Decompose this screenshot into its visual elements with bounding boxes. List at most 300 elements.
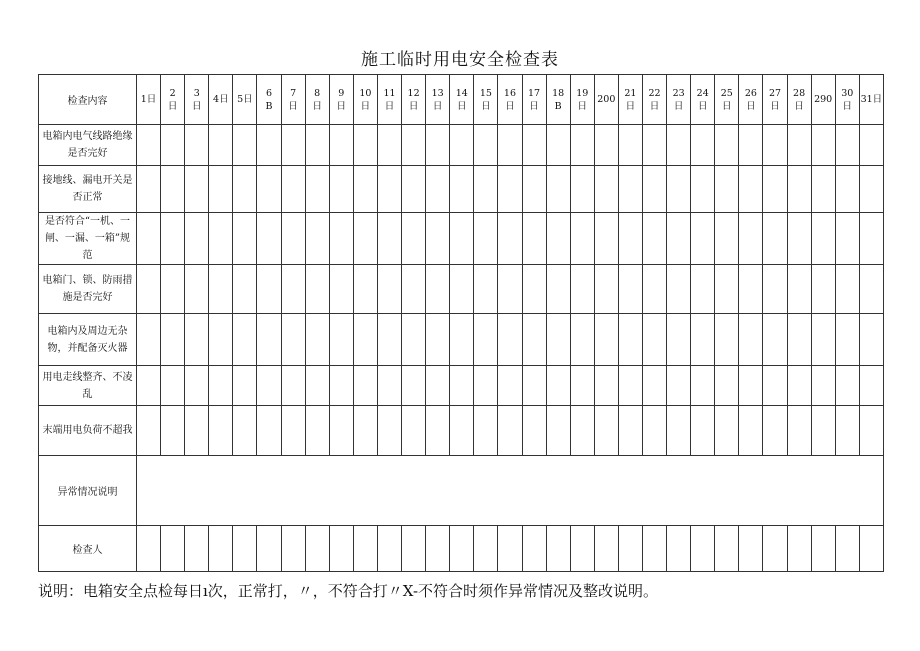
inspector-cell[interactable] [233, 526, 257, 572]
check-cell[interactable] [257, 265, 281, 314]
inspector-cell[interactable] [498, 526, 522, 572]
check-cell[interactable] [715, 265, 739, 314]
check-cell[interactable] [642, 314, 666, 366]
check-cell[interactable] [715, 213, 739, 265]
check-cell[interactable] [281, 314, 305, 366]
check-cell[interactable] [281, 366, 305, 406]
check-cell[interactable] [257, 166, 281, 213]
check-cell[interactable] [546, 166, 570, 213]
day-header-19: 19 日 [570, 75, 594, 125]
check-cell[interactable] [715, 406, 739, 456]
check-cell[interactable] [522, 265, 546, 314]
check-cell[interactable] [377, 265, 401, 314]
check-cell[interactable] [426, 366, 450, 406]
check-cell[interactable] [835, 265, 859, 314]
check-cell[interactable] [594, 166, 618, 213]
check-cell[interactable] [667, 314, 691, 366]
check-cell[interactable] [739, 213, 763, 265]
check-cell[interactable] [450, 125, 474, 166]
check-cell[interactable] [811, 125, 835, 166]
check-cell[interactable] [787, 406, 811, 456]
check-cell[interactable] [763, 314, 787, 366]
check-cell[interactable] [859, 213, 883, 265]
inspector-cell[interactable] [522, 526, 546, 572]
check-cell[interactable] [161, 314, 185, 366]
check-cell[interactable] [763, 406, 787, 456]
check-cell[interactable] [305, 213, 329, 265]
check-cell[interactable] [402, 125, 426, 166]
check-cell[interactable] [329, 213, 353, 265]
check-cell[interactable] [667, 125, 691, 166]
check-cell[interactable] [209, 314, 233, 366]
check-cell[interactable] [691, 406, 715, 456]
check-cell[interactable] [257, 366, 281, 406]
check-cell[interactable] [353, 166, 377, 213]
page-title: 施工临时用电安全检查表 [361, 50, 559, 70]
check-cell[interactable] [811, 166, 835, 213]
check-cell[interactable] [305, 265, 329, 314]
check-cell[interactable] [498, 314, 522, 366]
table-row [39, 314, 884, 366]
day-header-28: 28 日 [787, 75, 811, 125]
check-cell[interactable] [377, 166, 401, 213]
check-cell[interactable] [835, 125, 859, 166]
check-cell[interactable] [594, 125, 618, 166]
check-cell[interactable] [787, 213, 811, 265]
check-cell[interactable] [691, 366, 715, 406]
check-cell[interactable] [185, 213, 209, 265]
check-cell[interactable] [787, 314, 811, 366]
check-cell[interactable] [787, 166, 811, 213]
check-cell[interactable] [642, 265, 666, 314]
inspector-cell[interactable] [642, 526, 666, 572]
day-header-17: 17 日 [522, 75, 546, 125]
table-row [39, 406, 884, 456]
check-cell[interactable] [161, 166, 185, 213]
check-cell[interactable] [209, 125, 233, 166]
check-cell[interactable] [450, 366, 474, 406]
check-cell[interactable] [618, 406, 642, 456]
check-cell[interactable] [450, 166, 474, 213]
check-cell[interactable] [377, 213, 401, 265]
check-cell[interactable] [233, 166, 257, 213]
check-cell[interactable] [377, 366, 401, 406]
check-cell[interactable] [233, 265, 257, 314]
check-cell[interactable] [498, 366, 522, 406]
inspector-cell[interactable] [450, 526, 474, 572]
inspector-cell[interactable] [570, 526, 594, 572]
check-cell[interactable] [450, 265, 474, 314]
check-cell[interactable] [739, 125, 763, 166]
check-cell[interactable] [667, 366, 691, 406]
check-cell[interactable] [353, 314, 377, 366]
check-cell[interactable] [763, 366, 787, 406]
check-cell[interactable] [763, 166, 787, 213]
check-cell[interactable] [859, 406, 883, 456]
check-cell[interactable] [618, 314, 642, 366]
check-cell[interactable] [618, 166, 642, 213]
inspector-cell[interactable] [185, 526, 209, 572]
check-cell[interactable] [859, 366, 883, 406]
check-cell[interactable] [642, 125, 666, 166]
check-cell[interactable] [522, 166, 546, 213]
check-cell[interactable] [257, 213, 281, 265]
day-header-25: 25 日 [715, 75, 739, 125]
check-cell[interactable] [715, 366, 739, 406]
check-cell[interactable] [859, 166, 883, 213]
check-cell[interactable] [377, 125, 401, 166]
inspector-cell[interactable] [137, 526, 161, 572]
check-cell[interactable] [763, 125, 787, 166]
day-header-9: 9 日 [329, 75, 353, 125]
check-cell[interactable] [353, 265, 377, 314]
check-cell[interactable] [137, 314, 161, 366]
check-cell[interactable] [811, 406, 835, 456]
check-cell[interactable] [498, 166, 522, 213]
check-cell[interactable] [667, 406, 691, 456]
check-cell[interactable] [402, 265, 426, 314]
check-cell[interactable] [763, 265, 787, 314]
day-header-1: 1日 [137, 75, 161, 125]
inspector-cell[interactable] [618, 526, 642, 572]
abnormal-description-cell[interactable] [137, 456, 884, 526]
inspector-cell[interactable] [377, 526, 401, 572]
check-cell[interactable] [474, 366, 498, 406]
day-header-11: 11 日 [377, 75, 401, 125]
check-cell[interactable] [715, 166, 739, 213]
check-cell[interactable] [305, 166, 329, 213]
check-cell[interactable] [739, 406, 763, 456]
check-cell[interactable] [570, 213, 594, 265]
inspector-cell[interactable] [281, 526, 305, 572]
day-header-2: 2 日 [161, 75, 185, 125]
check-cell[interactable] [594, 406, 618, 456]
check-cell[interactable] [185, 314, 209, 366]
day-header-18: 18 B [546, 75, 570, 125]
inspector-cell[interactable] [667, 526, 691, 572]
inspector-cell[interactable] [426, 526, 450, 572]
check-cell[interactable] [522, 366, 546, 406]
check-cell[interactable] [185, 265, 209, 314]
check-cell[interactable] [353, 366, 377, 406]
day-header-6: 6 B [257, 75, 281, 125]
check-cell[interactable] [257, 125, 281, 166]
check-cell[interactable] [377, 406, 401, 456]
inspector-cell[interactable] [474, 526, 498, 572]
check-cell[interactable] [835, 406, 859, 456]
day-header-7: 7 日 [281, 75, 305, 125]
check-cell[interactable] [474, 213, 498, 265]
check-cell[interactable] [233, 213, 257, 265]
check-cell[interactable] [522, 125, 546, 166]
check-cell[interactable] [137, 166, 161, 213]
check-cell[interactable] [474, 166, 498, 213]
check-cell[interactable] [257, 406, 281, 456]
inspector-cell[interactable] [209, 526, 233, 572]
check-cell[interactable] [161, 265, 185, 314]
check-cell[interactable] [161, 125, 185, 166]
check-cell[interactable] [185, 125, 209, 166]
check-cell[interactable] [305, 406, 329, 456]
check-item-label: 接地线、漏电开关是否正常 [39, 166, 137, 213]
check-cell[interactable] [546, 265, 570, 314]
check-item-label: 电箱内电气线路绝缘是否完好 [39, 125, 137, 166]
check-cell[interactable] [546, 125, 570, 166]
check-cell[interactable] [835, 314, 859, 366]
check-cell[interactable] [329, 406, 353, 456]
check-cell[interactable] [474, 406, 498, 456]
inspector-cell[interactable] [763, 526, 787, 572]
table-row [39, 213, 884, 265]
check-cell[interactable] [594, 314, 618, 366]
check-cell[interactable] [522, 314, 546, 366]
inspector-cell[interactable] [257, 526, 281, 572]
day-header-24: 24 日 [691, 75, 715, 125]
check-cell[interactable] [594, 213, 618, 265]
inspector-label: 检查人 [39, 526, 137, 572]
check-cell[interactable] [426, 314, 450, 366]
check-cell[interactable] [570, 406, 594, 456]
check-cell[interactable] [161, 406, 185, 456]
day-header-23: 23 日 [667, 75, 691, 125]
check-item-label: 末端用电负荷不超我 [39, 406, 137, 456]
inspector-cell[interactable] [835, 526, 859, 572]
check-cell[interactable] [546, 213, 570, 265]
check-cell[interactable] [281, 166, 305, 213]
check-cell[interactable] [859, 314, 883, 366]
check-cell[interactable] [498, 213, 522, 265]
check-cell[interactable] [185, 166, 209, 213]
check-cell[interactable] [739, 366, 763, 406]
check-cell[interactable] [185, 366, 209, 406]
day-header-30: 30 日 [835, 75, 859, 125]
check-cell[interactable] [763, 213, 787, 265]
check-cell[interactable] [739, 314, 763, 366]
check-cell[interactable] [450, 314, 474, 366]
check-cell[interactable] [546, 366, 570, 406]
check-cell[interactable] [642, 366, 666, 406]
inspector-cell[interactable] [811, 526, 835, 572]
inspector-cell[interactable] [305, 526, 329, 572]
check-cell[interactable] [474, 125, 498, 166]
check-cell[interactable] [353, 213, 377, 265]
check-cell[interactable] [667, 213, 691, 265]
check-cell[interactable] [667, 166, 691, 213]
check-cell[interactable] [233, 314, 257, 366]
check-cell[interactable] [594, 366, 618, 406]
check-cell[interactable] [209, 366, 233, 406]
table-row [39, 125, 884, 166]
check-cell[interactable] [305, 125, 329, 166]
inspector-cell[interactable] [546, 526, 570, 572]
check-cell[interactable] [233, 366, 257, 406]
check-cell[interactable] [835, 166, 859, 213]
day-header-27: 27 日 [763, 75, 787, 125]
day-header-22: 22 日 [642, 75, 666, 125]
check-cell[interactable] [667, 265, 691, 314]
check-cell[interactable] [209, 265, 233, 314]
check-cell[interactable] [618, 265, 642, 314]
abnormal-row [39, 456, 884, 526]
check-cell[interactable] [811, 366, 835, 406]
check-cell[interactable] [329, 166, 353, 213]
check-cell[interactable] [137, 125, 161, 166]
check-cell[interactable] [329, 314, 353, 366]
check-cell[interactable] [305, 314, 329, 366]
check-item-label: 用电走线整齐、不凌乱 [39, 366, 137, 406]
check-cell[interactable] [522, 406, 546, 456]
check-cell[interactable] [426, 166, 450, 213]
check-cell[interactable] [281, 406, 305, 456]
check-cell[interactable] [739, 265, 763, 314]
check-cell[interactable] [570, 166, 594, 213]
check-cell[interactable] [691, 265, 715, 314]
check-cell[interactable] [257, 314, 281, 366]
check-cell[interactable] [498, 265, 522, 314]
check-cell[interactable] [329, 125, 353, 166]
inspector-cell[interactable] [161, 526, 185, 572]
inspector-cell[interactable] [739, 526, 763, 572]
check-cell[interactable] [426, 265, 450, 314]
check-cell[interactable] [137, 366, 161, 406]
check-cell[interactable] [426, 406, 450, 456]
check-cell[interactable] [859, 265, 883, 314]
inspector-cell[interactable] [859, 526, 883, 572]
inspector-cell[interactable] [691, 526, 715, 572]
check-cell[interactable] [402, 314, 426, 366]
table-row [39, 166, 884, 213]
day-header-8: 8 日 [305, 75, 329, 125]
day-header-15: 15 日 [474, 75, 498, 125]
check-cell[interactable] [329, 265, 353, 314]
check-cell[interactable] [546, 314, 570, 366]
check-cell[interactable] [691, 213, 715, 265]
check-cell[interactable] [811, 314, 835, 366]
check-cell[interactable] [642, 213, 666, 265]
check-cell[interactable] [161, 366, 185, 406]
check-cell[interactable] [835, 213, 859, 265]
check-cell[interactable] [281, 265, 305, 314]
table-row [39, 366, 884, 406]
check-cell[interactable] [691, 314, 715, 366]
check-item-label: 是否符合“一机、一闸、一漏、一箱”规范 [39, 213, 137, 265]
check-cell[interactable] [137, 265, 161, 314]
check-cell[interactable] [281, 213, 305, 265]
check-cell[interactable] [570, 265, 594, 314]
check-cell[interactable] [233, 125, 257, 166]
check-cell[interactable] [450, 406, 474, 456]
check-cell[interactable] [618, 366, 642, 406]
check-cell[interactable] [402, 406, 426, 456]
check-cell[interactable] [691, 125, 715, 166]
day-header-20: 200 [594, 75, 618, 125]
day-header-5: 5日 [233, 75, 257, 125]
check-cell[interactable] [859, 125, 883, 166]
day-header-12: 12 日 [402, 75, 426, 125]
check-cell[interactable] [642, 406, 666, 456]
day-header-16: 16 日 [498, 75, 522, 125]
check-cell[interactable] [570, 125, 594, 166]
check-cell[interactable] [402, 166, 426, 213]
check-cell[interactable] [811, 265, 835, 314]
check-cell[interactable] [691, 166, 715, 213]
check-cell[interactable] [137, 213, 161, 265]
check-cell[interactable] [281, 125, 305, 166]
check-cell[interactable] [642, 166, 666, 213]
check-cell[interactable] [305, 366, 329, 406]
check-cell[interactable] [353, 125, 377, 166]
check-cell[interactable] [618, 213, 642, 265]
check-cell[interactable] [546, 406, 570, 456]
day-header-31: 31日 [859, 75, 883, 125]
check-cell[interactable] [715, 314, 739, 366]
inspection-table [38, 74, 884, 572]
header-label: 检查内容 [39, 75, 137, 125]
check-cell[interactable] [402, 366, 426, 406]
check-cell[interactable] [618, 125, 642, 166]
day-header-4: 4日 [209, 75, 233, 125]
day-header-14: 14 日 [450, 75, 474, 125]
check-cell[interactable] [426, 125, 450, 166]
check-cell[interactable] [185, 406, 209, 456]
check-item-label: 电箱内及周边无杂物，并配备灭火器 [39, 314, 137, 366]
inspector-cell[interactable] [715, 526, 739, 572]
inspector-cell[interactable] [402, 526, 426, 572]
check-cell[interactable] [787, 366, 811, 406]
check-cell[interactable] [715, 125, 739, 166]
check-cell[interactable] [161, 213, 185, 265]
check-cell[interactable] [498, 125, 522, 166]
day-header-10: 10 日 [353, 75, 377, 125]
inspector-cell[interactable] [787, 526, 811, 572]
inspector-cell[interactable] [353, 526, 377, 572]
check-cell[interactable] [570, 366, 594, 406]
check-cell[interactable] [787, 125, 811, 166]
check-cell[interactable] [739, 166, 763, 213]
table-row [39, 265, 884, 314]
check-cell[interactable] [402, 213, 426, 265]
header-row [39, 75, 884, 125]
check-cell[interactable] [474, 265, 498, 314]
check-cell[interactable] [498, 406, 522, 456]
check-cell[interactable] [209, 406, 233, 456]
check-cell[interactable] [835, 366, 859, 406]
check-cell[interactable] [426, 213, 450, 265]
check-cell[interactable] [209, 166, 233, 213]
check-cell[interactable] [377, 314, 401, 366]
check-cell[interactable] [570, 314, 594, 366]
check-cell[interactable] [450, 213, 474, 265]
check-cell[interactable] [787, 265, 811, 314]
check-cell[interactable] [811, 213, 835, 265]
day-header-21: 21 日 [618, 75, 642, 125]
check-cell[interactable] [233, 406, 257, 456]
check-cell[interactable] [474, 314, 498, 366]
check-cell[interactable] [209, 213, 233, 265]
day-header-26: 26 日 [739, 75, 763, 125]
check-cell[interactable] [353, 406, 377, 456]
day-header-13: 13 日 [426, 75, 450, 125]
inspector-cell[interactable] [594, 526, 618, 572]
check-cell[interactable] [137, 406, 161, 456]
inspector-row [39, 526, 884, 572]
check-cell[interactable] [522, 213, 546, 265]
day-header-3: 3 日 [185, 75, 209, 125]
inspector-cell[interactable] [329, 526, 353, 572]
check-cell[interactable] [594, 265, 618, 314]
check-cell[interactable] [329, 366, 353, 406]
footer-note: 说明：电箱安全点检每日ı次，正常打，〃，不符合打〃X-不符合时须作异常情况及整改说明。 [38, 582, 659, 600]
